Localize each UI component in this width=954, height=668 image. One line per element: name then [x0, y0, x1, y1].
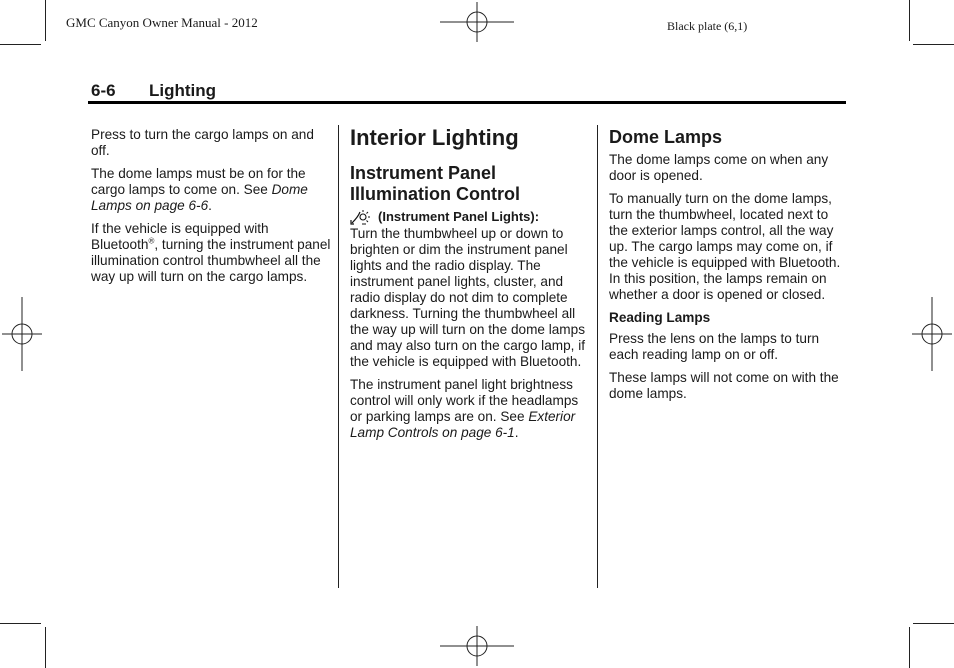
paragraph: The dome lamps come on when any door is opened. [609, 152, 829, 183]
crop-mark [45, 0, 46, 41]
page-title: Interior Lighting [350, 125, 519, 150]
column-middle [350, 125, 588, 448]
crop-mark [909, 627, 910, 668]
paragraph: Press to turn the cargo lamps on and off. [91, 127, 314, 158]
column-left [91, 127, 331, 292]
paragraph: Press the lens on the lamps to turn each reading lamp on or off. [609, 331, 820, 362]
paragraph: If the vehicle is equipped with Bluetooth®, turning the instrument panel illumination control thumbwheel all the way up will turn on the cargo lamps. [91, 221, 331, 284]
registration-mark-bottom [440, 626, 514, 666]
registration-mark-top [440, 2, 514, 42]
cross-reference-link[interactable]: Exterior Lamp Controls on page 6-1 [350, 409, 576, 440]
section-header [91, 81, 216, 101]
crop-mark [909, 0, 910, 41]
subheading: Reading Lamps [609, 310, 711, 325]
registered-mark: ® [148, 236, 155, 246]
crop-mark [45, 627, 46, 668]
registration-mark-right [912, 297, 952, 371]
plate-label: Black plate (6,1) [667, 19, 748, 33]
manual-title: GMC Canyon Owner Manual - 2012 [66, 15, 258, 30]
registration-mark-left [2, 297, 42, 371]
column-divider [597, 125, 598, 588]
crop-mark [913, 623, 954, 624]
column-divider [338, 125, 339, 588]
instrument-panel-lights-icon [350, 208, 372, 226]
paragraph: To manually turn on the dome lamps, turn the thumbwheel, located next to the exterior lamps control, all the way up. The cargo lamps may come on, if the vehicle is equipped with Bluetooth. In this position, the lamps remain on whether a door is opened or closed. [609, 191, 841, 302]
subsection-title: Dome Lamps [609, 127, 723, 147]
paragraph: The dome lamps must be on for the cargo lamps to come on. See Dome Lamps on page 6-6. [91, 166, 308, 213]
cross-reference-link[interactable]: Dome Lamps on page 6-6 [91, 182, 308, 213]
paragraph: Turn the thumbwheel up or down to brighten or dim the instrument panel lights and the radio display. The instrument panel lights, cluster, and radio display do not dim to complete darkness. Turning the thumbwheel all the way up will turn on the dome lamps and may also turn on the cargo lamp, if the vehicle is equipped with Bluetooth. [350, 226, 585, 369]
instrument-panel-lights-line [350, 208, 588, 226]
column-right [609, 127, 847, 409]
crop-mark [0, 44, 41, 45]
header-rule [88, 101, 846, 104]
paragraph: These lamps will not come on with the dome lamps. [609, 370, 839, 401]
crop-mark [0, 623, 41, 624]
instrument-panel-lights-label: (Instrument Panel Lights): [378, 209, 540, 224]
crop-mark [913, 44, 954, 45]
section-number: 6-6 [91, 81, 116, 100]
subsection-title: Instrument Panel Illumination Control [350, 163, 520, 204]
paragraph: The instrument panel light brightness control will only work if the headlamps or parking lamps are on. See Exterior Lamp Controls on page 6-1. [350, 377, 579, 440]
section-title: Lighting [149, 81, 217, 100]
